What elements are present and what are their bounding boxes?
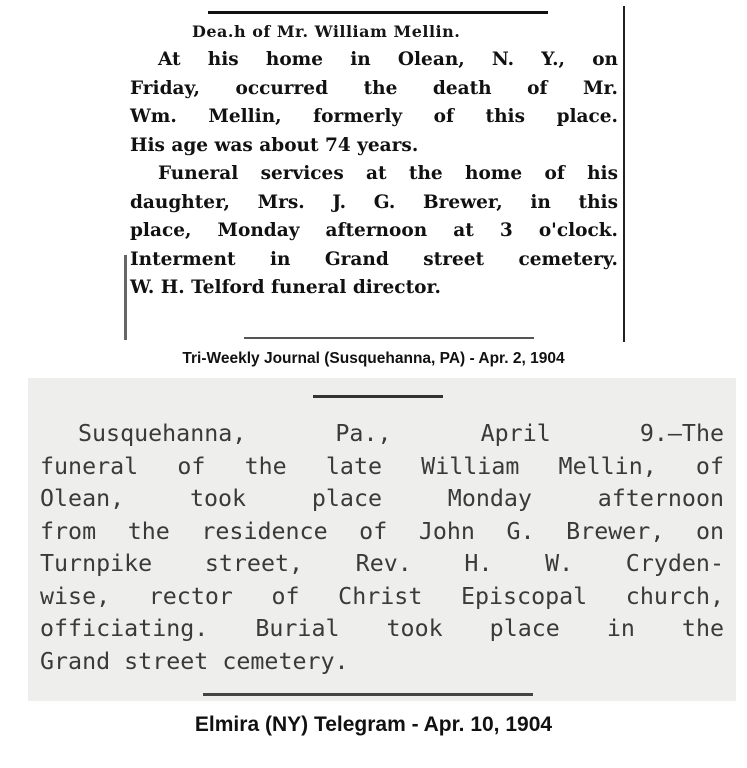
- source-caption-2: Elmira (NY) Telegram - Apr. 10, 1904: [194, 713, 553, 736]
- text-line: Interment in Grand street cemetery.: [130, 248, 618, 270]
- source-caption-1: Tri-Weekly Journal (Susquehanna, PA) - Apr. 2, 1904: [182, 350, 565, 367]
- text-line: wise, rector of Christ Episcopal church,: [40, 582, 724, 610]
- obituary-text: [130, 46, 618, 303]
- clipping-bottom-rule: [244, 337, 534, 339]
- text-line: place, Monday afternoon at 3 o'clock.: [130, 220, 618, 241]
- text-line: from the residence of John G. Brewer, on: [40, 517, 724, 545]
- text-line: daughter, Mrs. J. G. Brewer, in this: [130, 191, 618, 213]
- clipping-top-rule: [313, 395, 443, 398]
- text-line: W. H. Telford funeral director.: [130, 277, 441, 298]
- elmira-telegram-clipping: [28, 378, 736, 701]
- text-line: officiating. Burial took place in the: [40, 615, 724, 642]
- tri-weekly-journal-clipping: [124, 0, 626, 342]
- clipping-bottom-rule: [203, 693, 533, 696]
- text-line: His age was about 74 years.: [130, 134, 419, 156]
- funeral-report-text: [40, 418, 724, 678]
- clipping-top-rule: [208, 11, 548, 14]
- text-line: Turnpike street, Rev. H. W. Cryden-: [40, 550, 724, 577]
- text-line: Grand street cemetery.: [40, 647, 349, 675]
- text-line: At his home in Olean, N. Y., on: [158, 49, 618, 70]
- text-line: Susquehanna, Pa., April 9.—The: [78, 420, 724, 447]
- obituary-headline: Dea.h of Mr. William Mellin.: [192, 22, 461, 41]
- text-line: Funeral services at the home of his: [158, 163, 618, 184]
- text-line: Wm. Mellin, formerly of this place.: [130, 106, 618, 127]
- text-line: Friday, occurred the death of Mr.: [130, 77, 618, 99]
- text-line: funeral of the late William Mellin, of: [40, 452, 724, 480]
- text-line: Olean, took place Monday afternoon: [40, 485, 724, 512]
- column-rule: [623, 6, 625, 342]
- scan-edge-mark: [124, 255, 127, 340]
